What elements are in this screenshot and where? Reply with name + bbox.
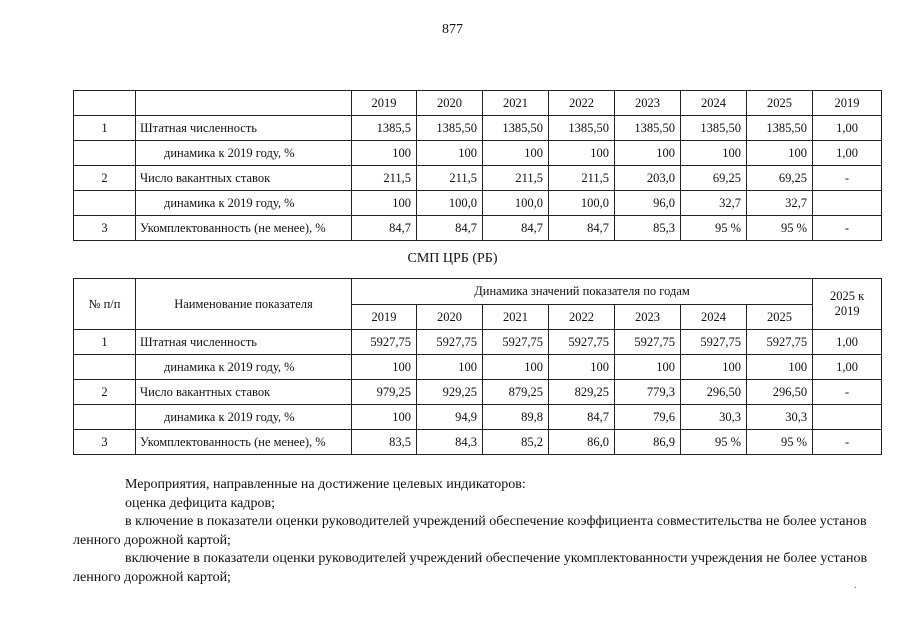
value-cell: 829,25 — [549, 380, 615, 405]
value-cell: 86,9 — [615, 430, 681, 455]
indicator-name: Укомплектованность (не менее), % — [136, 430, 352, 455]
year-header: 2025 — [747, 305, 813, 330]
table-row — [74, 141, 882, 166]
measures-text — [73, 476, 878, 587]
year-header: 2021 — [483, 305, 549, 330]
value-cell: 84,7 — [352, 216, 417, 241]
value-cell: 30,3 — [747, 405, 813, 430]
value-cell: 296,50 — [747, 380, 813, 405]
value-cell: 100 — [615, 141, 681, 166]
ratio-cell: - — [813, 430, 882, 455]
value-cell: 69,25 — [681, 166, 747, 191]
value-cell: 100 — [417, 141, 483, 166]
col-header-dynamics: Динамика значений показателя по годам — [352, 279, 813, 305]
value-cell: 100 — [352, 355, 417, 380]
row-number — [74, 141, 136, 166]
value-cell: 100 — [352, 141, 417, 166]
value-cell: 100,0 — [417, 191, 483, 216]
value-cell: 779,3 — [615, 380, 681, 405]
col-header-num: № п/п — [74, 279, 136, 330]
ratio-cell — [813, 191, 882, 216]
header-cell — [74, 91, 136, 116]
year-header: 2019 — [352, 91, 417, 116]
value-cell: 84,7 — [417, 216, 483, 241]
col-header-last: 2025 к 2019 — [813, 279, 882, 330]
scan-mark: . — [854, 580, 857, 591]
year-header: 2025 — [747, 91, 813, 116]
value-cell: 1385,5 — [352, 116, 417, 141]
table-row — [74, 405, 882, 430]
value-cell: 5927,75 — [747, 330, 813, 355]
year-header: 2019 — [813, 91, 882, 116]
year-header: 2019 — [352, 305, 417, 330]
value-cell: 211,5 — [417, 166, 483, 191]
ratio-cell: - — [813, 166, 882, 191]
value-cell: 929,25 — [417, 380, 483, 405]
table-row — [74, 430, 882, 455]
table-row — [74, 330, 882, 355]
ratio-cell: 1,00 — [813, 330, 882, 355]
value-cell: 5927,75 — [549, 330, 615, 355]
paragraph: в ключение в показатели оценки руководителей учреждений обеспечение коэффициента совместительства не более установ ленного дорожной картой; — [73, 514, 867, 548]
indicator-name: Штатная численность — [136, 116, 352, 141]
paragraph: включение в показатели оценки руководителей учреждений обеспечение укомплектованности учреждения не более установ ленного дорожной картой; — [73, 551, 868, 585]
value-cell: 96,0 — [615, 191, 681, 216]
indicator-name: динамика к 2019 году, % — [136, 191, 352, 216]
year-header: 2023 — [615, 305, 681, 330]
smp-crb-table — [73, 278, 882, 455]
ratio-cell: - — [813, 216, 882, 241]
indicator-name: Штатная численность — [136, 330, 352, 355]
row-number: 2 — [74, 380, 136, 405]
value-cell: 211,5 — [352, 166, 417, 191]
year-header: 2020 — [417, 91, 483, 116]
table-title: СМП ЦРБ (РБ) — [407, 251, 498, 266]
indicator-name: динамика к 2019 году, % — [136, 141, 352, 166]
value-cell: 32,7 — [681, 191, 747, 216]
year-header: 2021 — [483, 91, 549, 116]
value-cell: 32,7 — [747, 191, 813, 216]
indicator-name: динамика к 2019 году, % — [136, 355, 352, 380]
value-cell: 1385,50 — [549, 116, 615, 141]
value-cell: 30,3 — [681, 405, 747, 430]
value-cell: 1385,50 — [681, 116, 747, 141]
value-cell: 296,50 — [681, 380, 747, 405]
value-cell: 84,3 — [417, 430, 483, 455]
value-cell: 5927,75 — [352, 330, 417, 355]
value-cell: 100 — [352, 405, 417, 430]
year-header: 2024 — [681, 91, 747, 116]
value-cell: 85,2 — [483, 430, 549, 455]
value-cell: 979,25 — [352, 380, 417, 405]
value-cell: 5927,75 — [483, 330, 549, 355]
value-cell: 83,5 — [352, 430, 417, 455]
ratio-cell: 1,00 — [813, 141, 882, 166]
value-cell: 85,3 — [615, 216, 681, 241]
row-number: 3 — [74, 216, 136, 241]
value-cell: 100 — [483, 141, 549, 166]
year-header: 2020 — [417, 305, 483, 330]
value-cell: 79,6 — [615, 405, 681, 430]
table-row — [74, 380, 882, 405]
value-cell: 5927,75 — [417, 330, 483, 355]
row-number: 1 — [74, 116, 136, 141]
indicator-name: динамика к 2019 году, % — [136, 405, 352, 430]
year-header: 2022 — [549, 305, 615, 330]
table-row — [74, 216, 882, 241]
value-cell: 1385,50 — [615, 116, 681, 141]
indicator-name: Число вакантных ставок — [136, 380, 352, 405]
value-cell: 100 — [483, 355, 549, 380]
value-cell: 100 — [417, 355, 483, 380]
value-cell: 1385,50 — [417, 116, 483, 141]
paragraph: Мероприятия, направленные на достижение целевых индикаторов: — [125, 477, 526, 492]
ratio-cell — [813, 405, 882, 430]
value-cell: 94,9 — [417, 405, 483, 430]
year-header: 2022 — [549, 91, 615, 116]
value-cell: 95 % — [681, 216, 747, 241]
row-number: 3 — [74, 430, 136, 455]
value-cell: 89,8 — [483, 405, 549, 430]
value-cell: 211,5 — [483, 166, 549, 191]
value-cell: 100 — [681, 141, 747, 166]
value-cell: 69,25 — [747, 166, 813, 191]
value-cell: 5927,75 — [615, 330, 681, 355]
ratio-cell: 1,00 — [813, 355, 882, 380]
value-cell: 100 — [747, 141, 813, 166]
value-cell: 100,0 — [483, 191, 549, 216]
indicator-name: Число вакантных ставок — [136, 166, 352, 191]
year-header: 2024 — [681, 305, 747, 330]
value-cell: 100 — [747, 355, 813, 380]
value-cell: 100 — [549, 355, 615, 380]
row-number: 2 — [74, 166, 136, 191]
value-cell: 100 — [352, 191, 417, 216]
year-header: 2023 — [615, 91, 681, 116]
table-row — [74, 166, 882, 191]
value-cell: 95 % — [747, 430, 813, 455]
value-cell: 95 % — [681, 430, 747, 455]
value-cell: 84,7 — [549, 405, 615, 430]
row-number — [74, 191, 136, 216]
table-header-row — [74, 91, 882, 116]
value-cell: 86,0 — [549, 430, 615, 455]
value-cell: 203,0 — [615, 166, 681, 191]
table-header-row — [74, 279, 882, 305]
header-cell — [136, 91, 352, 116]
value-cell: 211,5 — [549, 166, 615, 191]
value-cell: 1385,50 — [483, 116, 549, 141]
row-number — [74, 355, 136, 380]
value-cell: 879,25 — [483, 380, 549, 405]
value-cell: 100 — [549, 141, 615, 166]
staffing-table-continued — [73, 90, 882, 241]
ratio-cell: - — [813, 380, 882, 405]
row-number: 1 — [74, 330, 136, 355]
value-cell: 84,7 — [549, 216, 615, 241]
table-row — [74, 191, 882, 216]
row-number — [74, 405, 136, 430]
page-number: 877 — [442, 22, 463, 37]
value-cell: 100 — [615, 355, 681, 380]
table-row — [74, 116, 882, 141]
indicator-name: Укомплектованность (не менее), % — [136, 216, 352, 241]
table-row — [74, 355, 882, 380]
value-cell: 100,0 — [549, 191, 615, 216]
value-cell: 100 — [681, 355, 747, 380]
value-cell: 95 % — [747, 216, 813, 241]
value-cell: 84,7 — [483, 216, 549, 241]
value-cell: 1385,50 — [747, 116, 813, 141]
ratio-cell: 1,00 — [813, 116, 882, 141]
col-header-name: Наименование показателя — [136, 279, 352, 330]
value-cell: 5927,75 — [681, 330, 747, 355]
paragraph: оценка дефицита кадров; — [125, 495, 275, 511]
